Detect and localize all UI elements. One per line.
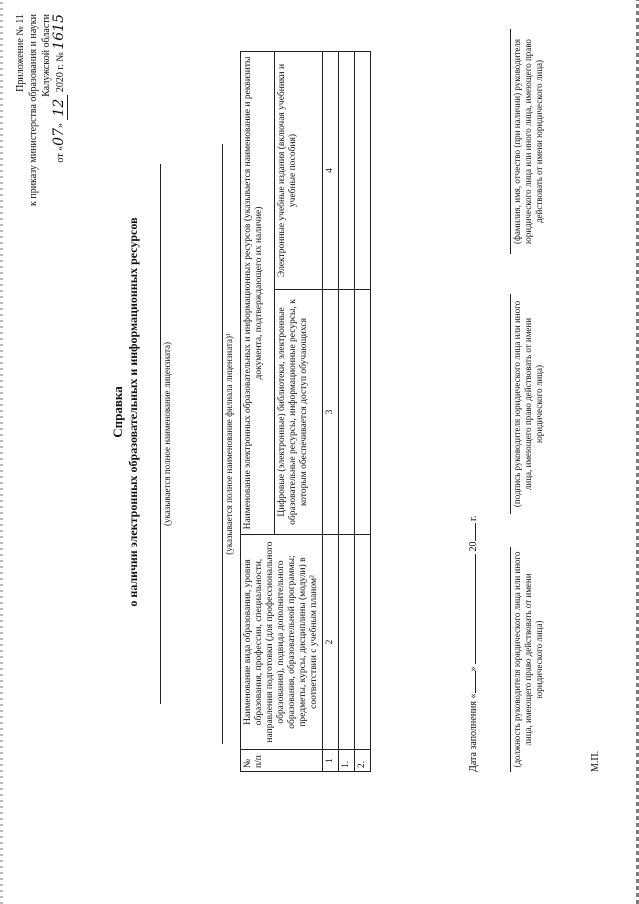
row-number: 2. <box>355 750 371 772</box>
header-electronic-editions: Электронные учебные издания (включая учебники и учебные пособия) <box>275 52 323 290</box>
name-caption: (фамилия, имя, отчество (при наличии) руководителя юридического лица или иного лица, имеющего право действовать от имени юридического лица) <box>512 38 544 245</box>
fill-date-year-field[interactable] <box>475 524 476 542</box>
fill-date-label: Дата заполнения « <box>468 693 479 772</box>
document-title: Справка <box>110 386 125 438</box>
order-day: 07 <box>51 127 67 146</box>
order-month: 12 <box>51 95 68 121</box>
document-subtitle: о наличии электронных образовательных и информационных ресурсов <box>126 217 140 607</box>
header-resources: Наименование электронных образовательных и информационных ресурсов (указывается наименование и реквизиты документа, подтверждающего их наличие) <box>241 52 275 535</box>
table-row <box>339 52 355 772</box>
licensee-line <box>160 164 161 704</box>
resources-table <box>240 51 371 772</box>
position-caption: (должность руководителя юридического лица или иного лица, имеющего право действовать от имени юридического лица) <box>512 551 544 768</box>
table-numbering-row <box>323 52 339 772</box>
header-program: Наименование вида образования, уровня образования, профессии, специальности, направления подготовки (для профессионального образования), подвида дополнительного образования, образовательной программы; предметы, курсы, дисциплины (модули) в соответствии с учебным планом² <box>241 535 323 750</box>
column-number: 4 <box>323 52 339 290</box>
fill-date-month-field[interactable] <box>475 554 476 664</box>
branch-caption: (указывается полное наименование филиала лицензиата)¹ <box>224 333 234 555</box>
order-reference <box>14 14 67 214</box>
position-line <box>510 547 511 772</box>
row-number: 1. <box>339 750 355 772</box>
row-editions-cell[interactable] <box>339 52 355 290</box>
signature-caption: (подпись руководителя юридического лица или иного лица, имеющего право действовать от имени юридического лица) <box>512 300 544 508</box>
row-digital-cell[interactable] <box>355 290 371 535</box>
name-line <box>510 29 511 254</box>
row-program-cell[interactable] <box>355 535 371 750</box>
header-digital-libraries: Цифровые (электронные) библиотеки, электронные образовательные ресурсы, информационные ресурсы, к которым обеспечивается доступ обучающихся <box>275 290 323 535</box>
column-number: 3 <box>323 290 339 535</box>
column-number: 1 <box>323 750 339 772</box>
table-header-row <box>241 52 275 772</box>
header-num: № п/п <box>241 750 323 772</box>
order-number: 1615 <box>51 14 67 50</box>
column-number: 2 <box>323 535 339 750</box>
order-date-line: от «07» 12 2020 г. № 1615 <box>51 14 67 163</box>
fill-date: Дата заполнения «» 20 г. <box>468 515 479 772</box>
appendix-number: Приложение № 11 <box>15 14 26 92</box>
scan-edge-top <box>0 0 3 904</box>
row-digital-cell[interactable] <box>339 290 355 535</box>
row-editions-cell[interactable] <box>355 52 371 290</box>
stamp-place: М.П. <box>590 750 601 772</box>
region-line: Калужской области <box>41 14 52 97</box>
signature-line <box>510 294 511 514</box>
row-program-cell[interactable] <box>339 535 355 750</box>
licensee-caption: (указывается полное наименование лицензиата) <box>162 342 172 526</box>
order-line: к приказу министерства образования и науки <box>28 14 39 207</box>
branch-line <box>222 144 223 744</box>
table-row <box>355 52 371 772</box>
fill-date-day-field[interactable] <box>475 672 476 694</box>
